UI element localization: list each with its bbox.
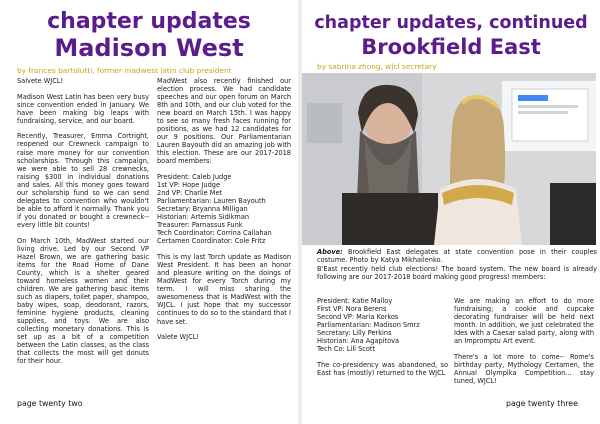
paragraph: MadWest also recently finished our election process. We had candidate speeches and our open forum on March 8th and 10th, and our club voted for the new board on March 15th. I was happy to see so many fresh faces running for positions, as we had 12 candidates for our 9 positions. Our Parliamentarian Lauren Bayouth did an amazing job with this election. These are our 2017-2018 board members: — [157, 77, 291, 166]
paragraph: There's a lot more to come-- Rome's birthday party, Mythology Certamen, the Annual Olympika Competition... stay tuned, WJCL! — [454, 352, 594, 386]
board-member: Parliamentarian: Lauren Bayouth — [157, 197, 266, 206]
board-member: First VP: Nora Berens — [317, 305, 387, 314]
board-member: Secretary: Bryanna Milligan — [157, 205, 248, 214]
board-member: President: Katie Malloy — [317, 297, 393, 305]
paragraph: We are making an effort to do more fundraising; a cookie and cupcake decorating fundraiser will be held next month. In addition, we just celebrated the Ides with a Caesar salad party, along with an Impromptu Art event. — [454, 297, 594, 346]
left-title-line1: chapter updates — [47, 9, 251, 34]
board-member: 2nd VP: Charlie Met — [157, 189, 223, 198]
paragraph: Madison West Latin has been very busy since convention ended in January. We have been making big leaps with fundraising, service, and our board. — [17, 92, 149, 125]
paragraph: B'East recently held club elections! The board system. The new board is already following are our 2017-2018 board making good progress! members: — [317, 265, 597, 282]
left-title-line2: Madison West — [54, 34, 244, 62]
right-title-line2: Brookfield East — [361, 35, 541, 59]
board-list — [157, 173, 291, 245]
board-member: Tech Coordinator: Corrina Callahan — [157, 229, 272, 238]
right-title-line1: chapter updates, continued — [314, 13, 588, 33]
paragraph: This is my last Torch update as Madison West President. It has been an honor and pleasure writing on the doings of MadWest for every Torch during my term. I will miss sharing the awesomeness that is MadWest with the WJCL. I just hope that my successor continues to do so to the standard that I have set. — [157, 253, 291, 326]
paragraph: The co-presidency was abandoned, so East has (mostly) returned to the WJCL — [317, 360, 448, 377]
page-number: page twenty two — [17, 399, 83, 408]
board-member: Historian: Ana Agapitova — [317, 337, 400, 346]
caption-text: Brookfield East delegates at state convention pose in their couples costume. Photo by Katya Mikhailenko. — [317, 248, 597, 265]
board-member: Tech Co: Lili Scott — [317, 345, 376, 354]
right-page — [302, 0, 600, 424]
delegates-photo — [302, 73, 596, 245]
left-byline: by frances bartolutti, former madwest latin club president — [17, 66, 232, 75]
paragraph: Recently, Treasurer, Emma Cortright, reopened our Crewneck campaign to raise more money for our convention scholarships. Through this campaign, we were able to sell 28 crewnecks, raising $300 in individual donations and sales. All this money goes toward our scholarship fund so we can send delegates to convention who wouldn't be able to afford it normally. Thank you if you donated or bought a crewneck-- every little bit counts! — [17, 132, 149, 229]
paragraph: On March 10th, MadWest started our living drive. Led by our Second VP Hazel Brown, we are gathering basic items for the Road Home of Dane County, which is a shelter geared toward homeless women and their children. We are gathering basic items such as diapers, toilet paper, shampoo, baby wipes, soap, deodorant, razors, feminine hygiene products, cleaning supplies, and toys. We are also collecting monetary donations. This is set up as a bit of a competition between the Latin classes, as the class that collects the most will get donuts for their hour. — [17, 236, 149, 366]
board-member: Treasurer: Parnassus Funk — [157, 221, 243, 230]
board-list — [317, 297, 448, 353]
right-column-2 — [454, 297, 594, 385]
left-column-2 — [157, 77, 291, 341]
board-member: Historian: Artemis Sidikman — [157, 213, 250, 222]
right-column-1 — [317, 297, 448, 377]
intro-text — [317, 265, 597, 281]
board-member: Certamen Coordinator: Cole Fritz — [157, 237, 266, 246]
left-column-1 — [17, 77, 149, 365]
caption-label: Above: — [317, 248, 343, 256]
board-member: Secretary: Lilly Perkins — [317, 329, 392, 338]
page-number: page twenty three — [506, 399, 578, 408]
board-member: President: Caleb Judge — [157, 173, 232, 182]
greeting: Salvete WJCL! — [17, 77, 64, 85]
closing: Valete WJCL! — [157, 333, 200, 342]
photo-caption — [317, 248, 597, 264]
board-member: 1st VP: Hope Judge — [157, 181, 220, 190]
board-member: Parliamentarian: Madison Smrz — [317, 321, 420, 330]
board-member: Second VP: Maria Korkos — [317, 313, 399, 322]
caption — [317, 248, 597, 264]
right-byline: by sabrina zhong, wjcl secretary — [317, 62, 437, 71]
left-page — [0, 0, 298, 424]
photo-illustration — [302, 73, 596, 245]
